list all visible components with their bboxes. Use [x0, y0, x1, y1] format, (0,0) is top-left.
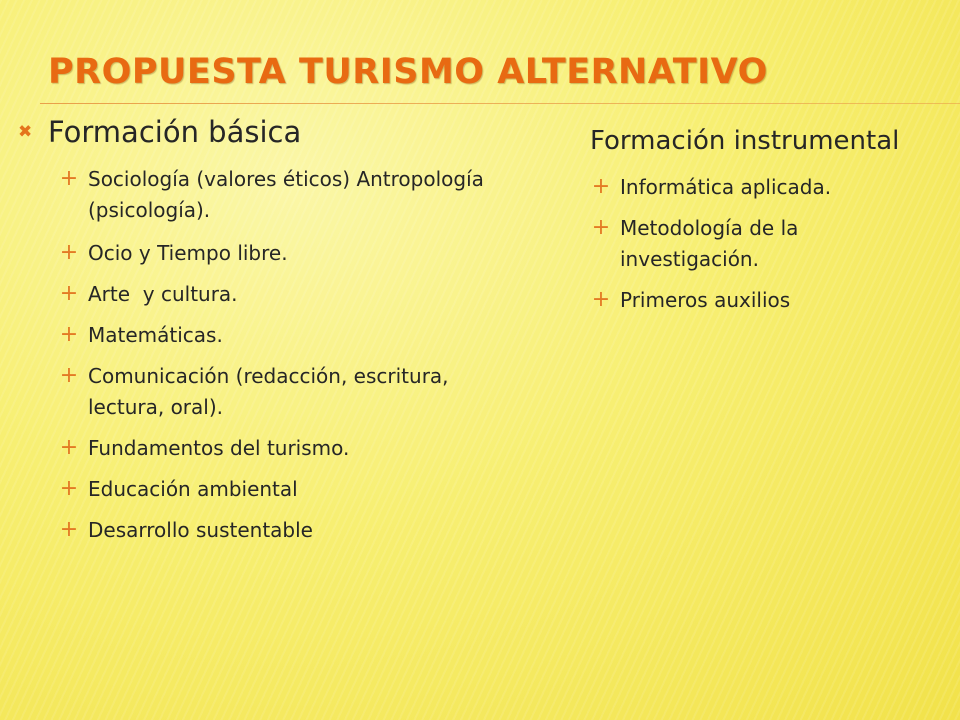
- left-column: [18, 112, 518, 556]
- list-item: [590, 172, 920, 203]
- plus-bullet-icon: +: [591, 287, 611, 312]
- list-item: [58, 361, 518, 423]
- plus-bullet-icon: +: [59, 166, 79, 191]
- title-divider: [40, 103, 960, 104]
- list-item-text: Desarrollo sustentable: [88, 518, 313, 542]
- plus-bullet-icon: +: [59, 322, 79, 347]
- list-item-text: Metodología de la investigación.: [620, 216, 799, 271]
- right-bullet-list: [590, 172, 920, 316]
- list-item: [590, 285, 920, 316]
- list-item-text: Sociología (valores éticos) Antropología (psicología).: [88, 167, 484, 222]
- left-heading: Formación básica: [48, 115, 302, 149]
- plus-bullet-icon: +: [59, 517, 79, 542]
- list-item-text: Arte y cultura.: [88, 282, 238, 306]
- plus-bullet-icon: +: [591, 215, 611, 240]
- left-heading-row: [18, 112, 518, 152]
- list-item-text: Matemáticas.: [88, 323, 223, 347]
- list-item: [58, 515, 518, 546]
- left-bullet-list: [18, 164, 518, 546]
- plus-bullet-icon: +: [59, 281, 79, 306]
- plus-bullet-icon: +: [59, 363, 79, 388]
- list-item-text: Informática aplicada.: [620, 175, 832, 199]
- x-bullet-icon: ✖: [18, 122, 33, 142]
- plus-bullet-icon: +: [59, 240, 79, 265]
- list-item-text: Ocio y Tiempo libre.: [88, 241, 288, 265]
- list-item-text: Educación ambiental: [88, 477, 298, 501]
- list-item: [58, 238, 518, 269]
- list-item-text: Primeros auxilios: [620, 288, 791, 312]
- slide-title: PROPUESTA TURISMO ALTERNATIVO: [48, 52, 768, 92]
- right-column: [590, 122, 920, 326]
- list-item: [58, 474, 518, 505]
- list-item: [58, 279, 518, 310]
- list-item: [58, 433, 518, 464]
- list-item-text: Comunicación (redacción, escritura, lectura, oral).: [88, 364, 449, 419]
- list-item: [58, 164, 518, 226]
- plus-bullet-icon: +: [591, 174, 611, 199]
- plus-bullet-icon: +: [59, 476, 79, 501]
- plus-bullet-icon: +: [59, 435, 79, 460]
- right-heading: Formación instrumental: [590, 126, 900, 156]
- list-item-text: Fundamentos del turismo.: [88, 436, 350, 460]
- list-item: [58, 320, 518, 351]
- list-item: [590, 213, 920, 275]
